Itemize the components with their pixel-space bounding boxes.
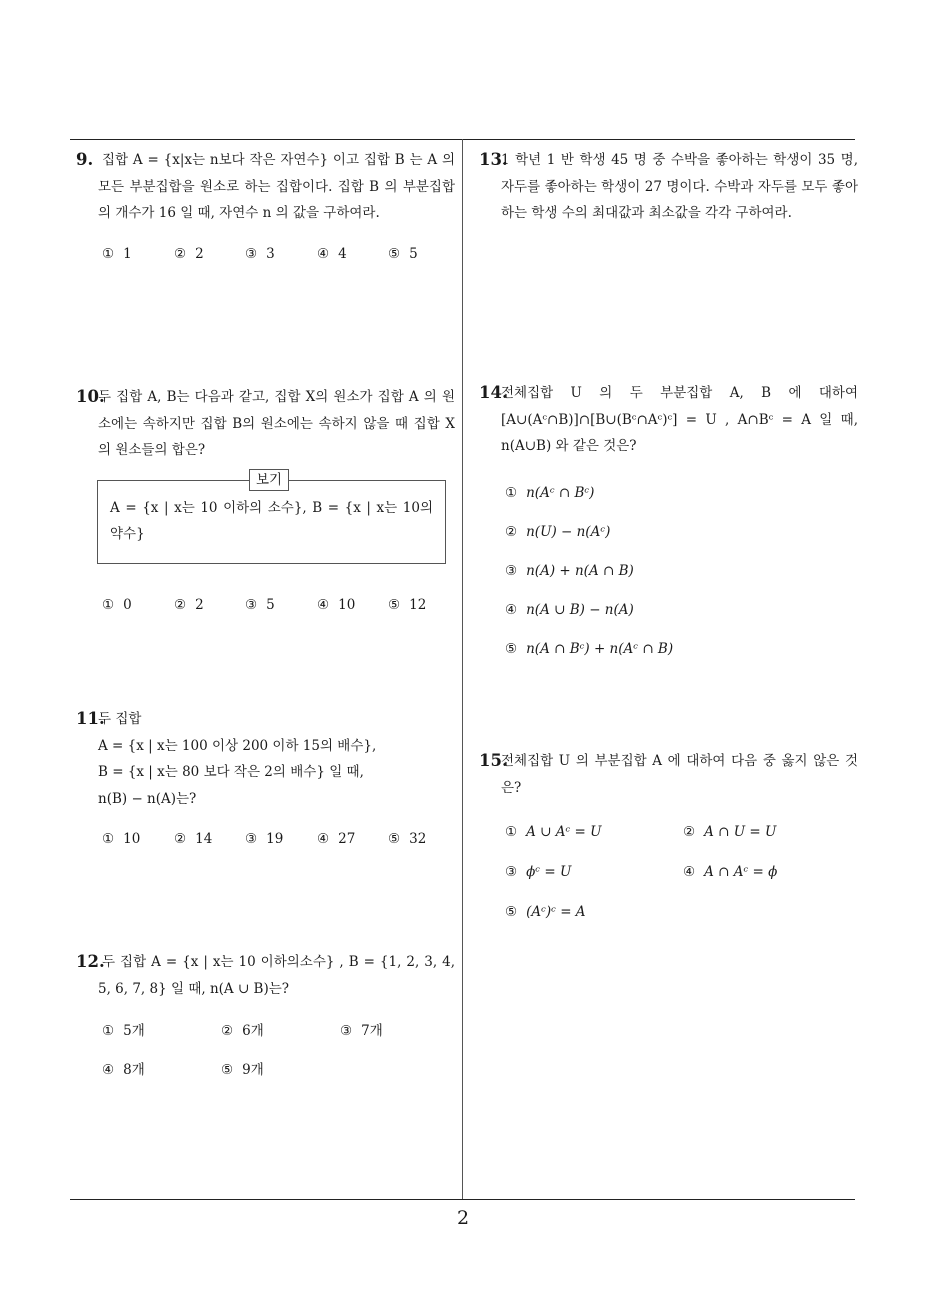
question-10 — [76, 384, 455, 464]
choice-3[interactable]: ③ 3 — [245, 245, 275, 262]
choice-5[interactable]: ⑤ 12 — [388, 597, 427, 613]
choice-1[interactable]: ① A ∪ Aᶜ = U — [505, 824, 602, 840]
choice-3[interactable]: ③ 7개 — [340, 1023, 383, 1039]
question-14 — [479, 380, 858, 669]
question-number: 14. — [479, 383, 508, 402]
choice-5[interactable]: ⑤ 9개 — [221, 1062, 264, 1078]
choice-1[interactable]: ① 0 — [102, 597, 132, 613]
choice-1[interactable]: ① 5개 — [102, 1023, 145, 1039]
choice-5[interactable]: ⑤ 32 — [388, 831, 427, 847]
bottom-rule — [70, 1199, 855, 1200]
choice-2[interactable]: ② 14 — [174, 831, 213, 847]
choice-2[interactable]: ② n(U) − n(Aᶜ) — [505, 523, 611, 540]
choice-grid — [76, 1018, 455, 1058]
question-text: 전체집합 U 의 부분집합 A 에 대하여 다음 중 옳지 않은 것은? — [501, 753, 858, 796]
question-11 — [76, 706, 455, 852]
question-text: 1 학년 1 반 학생 45 명 중 수박을 좋아하는 학생이 35 명, 자두를 좋아하는 학생이 27 명이다. 수박과 자두를 모두 좋아하는 학생 수의 최대값과 최소값을 각각 구하여라. — [501, 152, 858, 221]
question-number: 9. — [76, 150, 94, 169]
question-13 — [479, 147, 858, 227]
choice-5[interactable]: ⑤ 5 — [388, 245, 418, 262]
choice-3[interactable]: ③ 19 — [245, 831, 284, 847]
example-box-text: A = {x | x는 10 이하의 소수}, B = {x | x는 10의 약수} — [110, 500, 433, 542]
column-divider — [462, 139, 463, 1200]
choice-list — [505, 474, 858, 669]
choice-3[interactable]: ③ ϕᶜ = U — [505, 864, 572, 880]
choice-4[interactable]: ④ 4 — [317, 245, 347, 262]
question-prompt: n(B) − n(A)는? — [98, 790, 197, 807]
question-text: 집합 A = {x|x는 n보다 작은 자연수} 이고 집합 B 는 A 의 모든 부분집합을 원소로 하는 집합이다. 집합 B 의 부분집합의 개수가 16 일 때, 자연수 n 의 값을 구하여라. — [98, 152, 455, 221]
choice-4[interactable]: ④ 27 — [317, 831, 356, 847]
choice-row — [102, 597, 462, 623]
question-number: 12. — [76, 952, 105, 971]
choice-4[interactable]: ④ 8개 — [102, 1062, 145, 1078]
choice-2[interactable]: ② 2 — [174, 245, 204, 262]
set-a-definition: A = {x | x는 100 이상 200 이하 15의 배수}, — [98, 737, 377, 754]
choice-4[interactable]: ④ n(A ∪ B) − n(A) — [505, 601, 634, 618]
question-text: 두 집합 A, B는 다음과 같고, 집합 X의 원소가 집합 A 의 원소에는 속하지만 집합 B의 원소에는 속하지 않을 때 집합 X의 원소들의 합은? — [98, 389, 455, 458]
choice-row — [76, 826, 455, 852]
question-15 — [479, 748, 858, 939]
question-number: 10. — [76, 387, 105, 406]
choice-row — [76, 241, 455, 267]
question-number: 11. — [76, 709, 105, 728]
choice-grid — [76, 1058, 455, 1098]
choice-2[interactable]: ② A ∩ U = U — [683, 824, 777, 840]
question-text: 전체집합 U 의 두 부분집합 A, B 에 대하여 [A∪(Aᶜ∩B)]∩[B∪(Bᶜ∩Aᶜ)ᶜ] = U , A∩Bᶜ = A 일 때, n(A∪B) 와 같은 것은? — [501, 385, 858, 454]
example-box-label: 보기 — [249, 469, 289, 491]
question-12 — [76, 949, 455, 1098]
choice-grid — [479, 859, 858, 899]
choice-1[interactable]: ① n(Aᶜ ∩ Bᶜ) — [505, 484, 595, 501]
choice-4[interactable]: ④ A ∩ Aᶜ = ϕ — [683, 864, 778, 880]
choice-5[interactable]: ⑤ n(A ∩ Bᶜ) + n(Aᶜ ∩ B) — [505, 640, 674, 657]
choice-5[interactable]: ⑤ (Aᶜ)ᶜ = A — [505, 904, 586, 920]
set-b-definition: B = {x | x는 80 보다 작은 2의 배수} 일 때, — [98, 764, 364, 780]
choice-1[interactable]: ① 10 — [102, 831, 141, 847]
choice-2[interactable]: ② 2 — [174, 597, 204, 613]
question-number: 15. — [479, 751, 508, 770]
choice-1[interactable]: ① 1 — [102, 245, 132, 262]
choice-grid — [479, 899, 858, 939]
choice-3[interactable]: ③ n(A) + n(A ∩ B) — [505, 562, 634, 579]
page-number: 2 — [456, 1207, 470, 1229]
question-9 — [76, 147, 455, 267]
example-box — [97, 480, 446, 564]
choice-2[interactable]: ② 6개 — [221, 1023, 264, 1039]
question-number: 13. — [479, 150, 508, 169]
question-title: 두 집합 — [98, 711, 142, 727]
choice-grid — [479, 819, 858, 859]
choice-4[interactable]: ④ 10 — [317, 597, 356, 613]
choice-3[interactable]: ③ 5 — [245, 597, 275, 613]
question-text: 두 집합 A = {x | x는 10 이하의소수} , B = {1, 2, 3, 4, 5, 6, 7, 8} 일 때, n(A ∪ B)는? — [98, 954, 455, 997]
